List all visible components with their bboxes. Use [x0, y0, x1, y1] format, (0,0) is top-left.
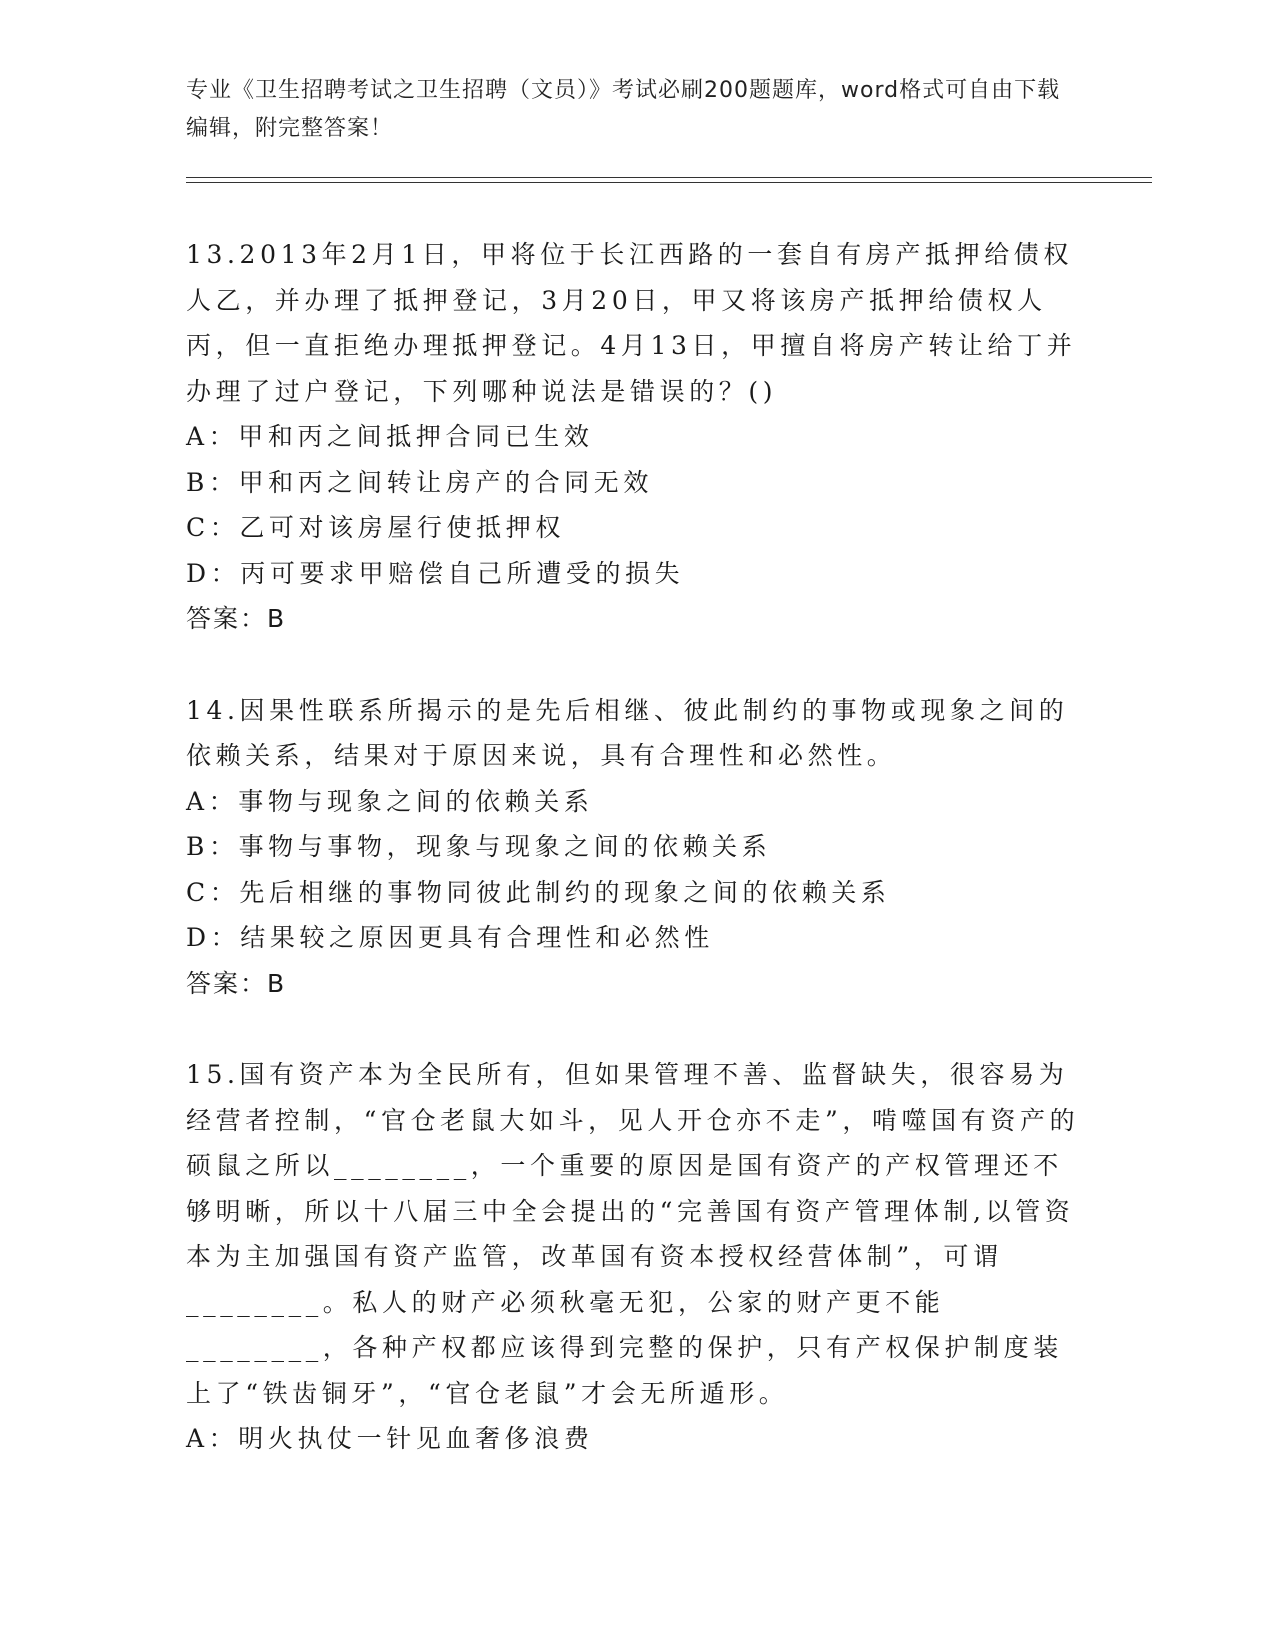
question-stem: 13.2013年2月1日，甲将位于长江西路的一套自有房产抵押给债权人乙，并办理了抵押登记，3月20日，甲又将该房产抵押给债权人丙，但一直拒绝办理抵押登记。4月13日，甲擅自将房产转让给丁并办理了过户登记，下列哪种说法是错误的？()	[186, 240, 1077, 406]
header-rule-top	[186, 177, 1152, 178]
option-d: D：丙可要求甲赔偿自己所遭受的损失	[186, 558, 685, 588]
header-rule-bottom	[186, 182, 1152, 183]
question-13	[186, 232, 1086, 642]
answer-label: 答案：B	[186, 968, 287, 998]
question-list	[186, 232, 1086, 1462]
option-c: C：先后相继的事物同彼此制约的现象之间的依赖关系	[186, 877, 891, 907]
question-14	[186, 688, 1086, 1007]
option-a: A：明火执仗一针见血奢侈浪费	[186, 1424, 594, 1453]
document-header	[186, 72, 1066, 148]
option-d: D：结果较之原因更具有合理性和必然性	[186, 923, 714, 952]
option-a: A：事物与现象之间的依赖关系	[186, 786, 594, 816]
option-b: B：事物与事物，现象与现象之间的依赖关系	[186, 832, 772, 861]
question-stem: 14.因果性联系所揭示的是先后相继、彼此制约的事物或现象之间的依赖关系，结果对于原因来说，具有合理性和必然性。	[186, 695, 1069, 770]
option-b: B：甲和丙之间转让房产的合同无效	[186, 467, 653, 497]
option-c: C：乙可对该房屋行使抵押权	[186, 513, 565, 542]
question-spacer	[186, 1006, 1086, 1052]
option-a: A：甲和丙之间抵押合同已生效	[186, 422, 594, 451]
question-spacer	[186, 642, 1086, 688]
question-stem: 15.国有资产本为全民所有，但如果管理不善、监督缺失，很容易为经营者控制，“官仓老鼠大如斗，见人开仓亦不走”，啃噬国有资产的硕鼠之所以________，一个重要的原因是国有资产的产权管理还不够明晰，所以十八届三中全会提出的“完善国有资产管理体制,以管资本为主加强国有资产监管，改革国有资本授权经营体制”，可谓________。私人的财产必须秋毫无犯，公家的财产更不能________，各种产权都应该得到完整的保护，只有产权保护制度装上了“铁齿铜牙”，“官仓老鼠”才会无所遁形。	[186, 1060, 1080, 1408]
header-title: 专业《卫生招聘考试之卫生招聘（文员）》考试必刷200题题库，word格式可自由下载编辑，附完整答案！	[186, 78, 1061, 141]
answer-label: 答案：B	[186, 604, 287, 633]
question-15	[186, 1052, 1086, 1462]
